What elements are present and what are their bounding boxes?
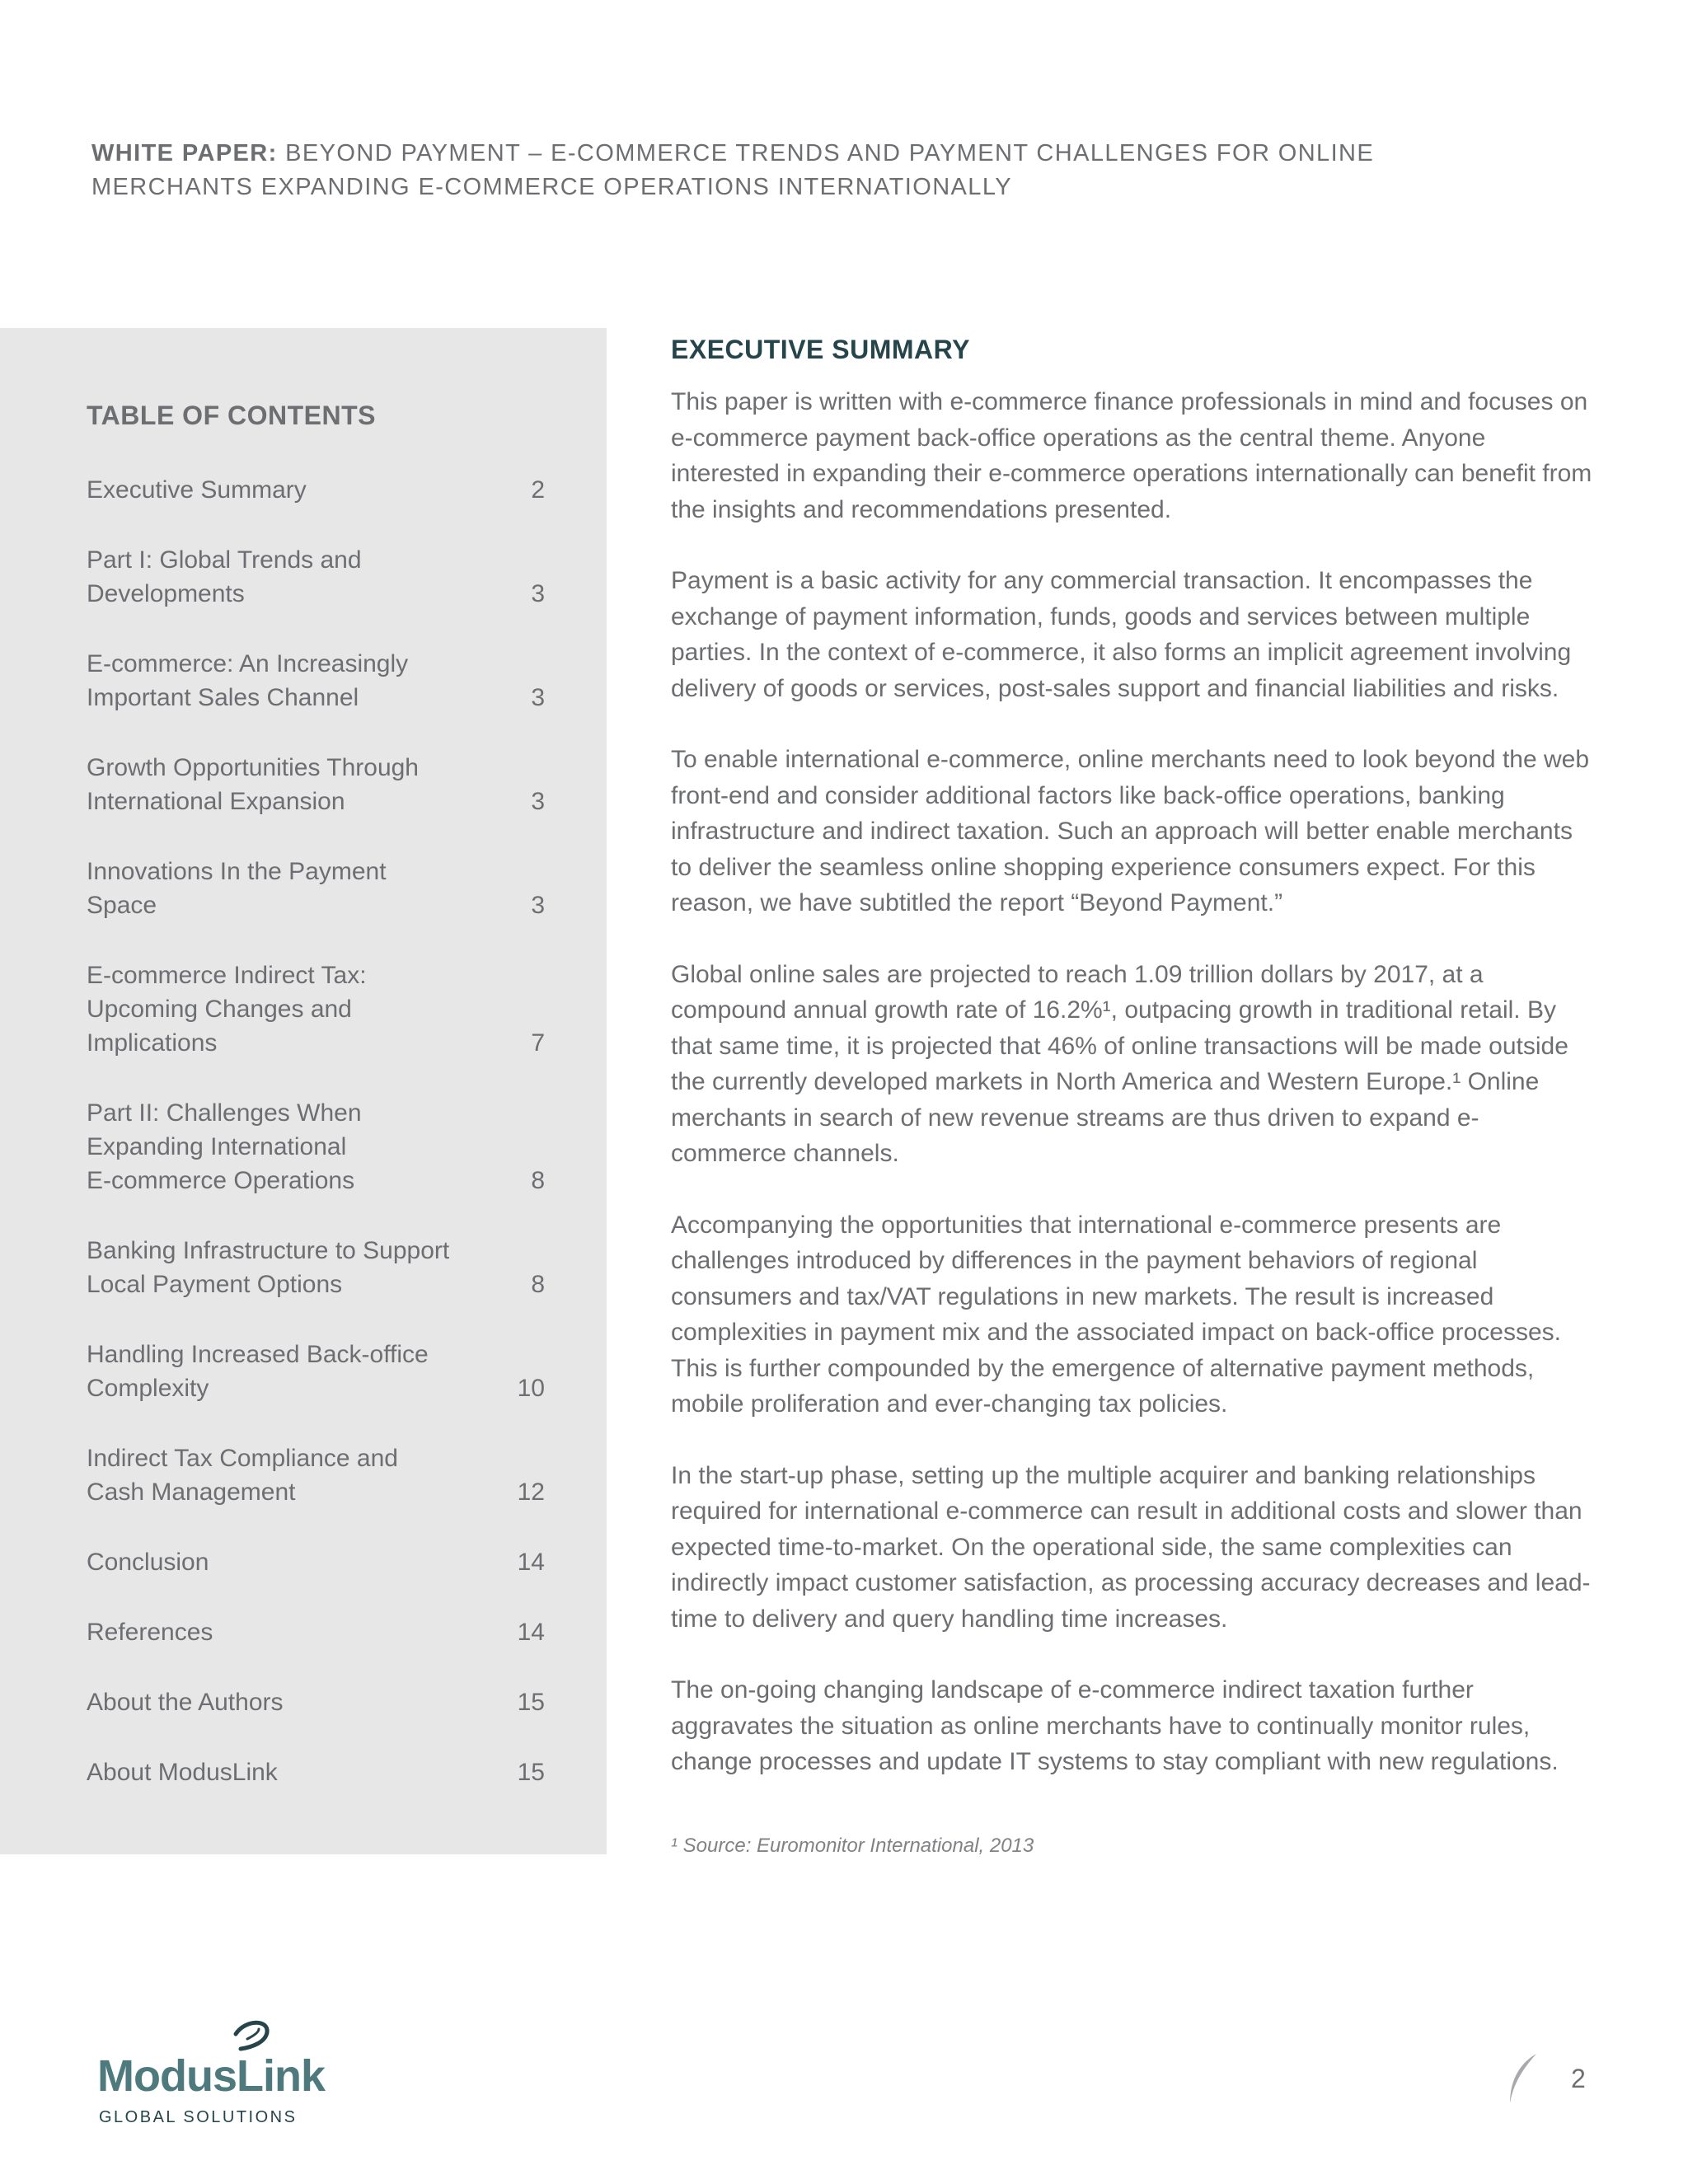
toc-entry-page: 7 <box>531 1029 545 1057</box>
toc-entry-page: 15 <box>517 1759 545 1786</box>
logo-wordmark: ModusLink <box>97 2051 325 2101</box>
page-swoosh-icon <box>1500 2050 1541 2108</box>
toc-title: TABLE OF CONTENTS <box>87 401 376 430</box>
toc-entry-page: 2 <box>531 476 545 504</box>
moduslink-logo <box>97 2018 345 2125</box>
toc-entry[interactable] <box>87 1545 545 1579</box>
toc-entry-label: Executive Summary <box>87 476 307 504</box>
body-paragraph: The on-going changing landscape of e-commerce indirect taxation further aggravates the situation as online merchants have to continually monitor rules, change processes and update IT systems to stay compliant with new regulations. <box>671 1676 1559 1775</box>
body-paragraph: To enable international e-commerce, online merchants need to look beyond the web front-end and consider additional factors like back-office operations, banking infrastructure and indirect taxation. Such an approach will better enable merchants to deliver the seamless online shopping experience consumers expect. For this reason, we have subtitled the report “Beyond Payment.” <box>671 746 1590 916</box>
toc-entry-page: 15 <box>517 1689 545 1716</box>
toc-entry-label: Part I: Global Trends and Developments <box>87 546 362 607</box>
body-paragraph: Global online sales are projected to reach 1.09 trillion dollars by 2017, at a compound annual growth rate of 16.2%¹, outpacing growth in traditional retail. By that same time, it is projected that 46% of online transactions will be made outside the currently developed markets in North America and Western Europe.¹ Online merchants in search of new revenue streams are thus driven to expand e-commerce channels. <box>671 960 1568 1167</box>
toc-entry-label: Part II: Challenges When Expanding International E-commerce Operations <box>87 1099 362 1194</box>
toc-entry-page: 12 <box>517 1479 545 1506</box>
toc-entry-label: Indirect Tax Compliance and Cash Management <box>87 1445 398 1506</box>
toc-entry[interactable] <box>87 1234 545 1301</box>
toc-entry[interactable] <box>87 1096 545 1197</box>
logo-subtitle: GLOBAL SOLUTIONS <box>99 2108 298 2126</box>
body-paragraph: Accompanying the opportunities that international e-commerce presents are challenges introduced by differences in the payment behaviors of regional consumers and tax/VAT regulations in new markets. The result is increased complexities in payment mix and the associated impact on back-office processes. This is further compounded by the emergence of alternative payment methods, mobile proliferation and ever-changing tax policies. <box>671 1211 1561 1418</box>
body-paragraph: Payment is a basic activity for any commercial transaction. It encompasses the exchange of payment information, funds, goods and services between multiple parties. In the context of e-commerce, it also forms an implicit agreement involving delivery of goods or services, post-sales support and financial liabilities and risks. <box>671 567 1572 702</box>
footnote: ¹ Source: Euromonitor International, 2013 <box>671 1835 1034 1857</box>
toc-entry-page: 14 <box>517 1549 545 1576</box>
toc-entry-label: Banking Infrastructure to Support Local Payment Options <box>87 1237 450 1298</box>
toc-entry[interactable] <box>87 1685 545 1719</box>
toc-entry-page: 3 <box>531 788 545 815</box>
toc-list <box>87 473 545 1825</box>
table-of-contents-panel <box>0 328 607 1854</box>
toc-entry-label: Conclusion <box>87 1549 209 1576</box>
toc-entry[interactable] <box>87 855 545 922</box>
body-paragraph: This paper is written with e-commerce finance professionals in mind and focuses on e-commerce payment back-office operations as the central theme. Anyone interested in expanding their e-commerce operations internationally can benefit from the insights and recommendations presented. <box>671 388 1592 523</box>
toc-entry[interactable] <box>87 1755 545 1789</box>
toc-entry-label: Growth Opportunities Through International Expansion <box>87 754 419 815</box>
toc-entry[interactable] <box>87 543 545 611</box>
toc-entry-label: Handling Increased Back-office Complexity <box>87 1341 429 1402</box>
toc-entry-page: 14 <box>517 1619 545 1646</box>
toc-entry-page: 3 <box>531 684 545 711</box>
page-number: 2 <box>1571 2064 1586 2093</box>
toc-entry-page: 8 <box>531 1271 545 1298</box>
toc-entry[interactable] <box>87 1441 545 1509</box>
document-header <box>91 137 1493 204</box>
toc-entry-label: References <box>87 1619 213 1646</box>
toc-entry-label: E-commerce: An Increasingly Important Sales Channel <box>87 650 409 711</box>
header-title: BEYOND PAYMENT – E-COMMERCE TRENDS AND PAYMENT CHALLENGES FOR ONLINE MERCHANTS EXPANDING E-COMMERCE OPERATIONS INTERNATIONALLY <box>91 140 1375 200</box>
toc-entry-label: About ModusLink <box>87 1759 278 1786</box>
executive-summary-section <box>671 328 1594 1816</box>
toc-entry-page: 8 <box>531 1167 545 1194</box>
section-heading: EXECUTIVE SUMMARY <box>671 335 970 364</box>
body-paragraph: In the start-up phase, setting up the multiple acquirer and banking relationships required for international e-commerce can result in additional costs and slower than expected time-to-market. On the operational side, the same complexities can indirectly impact customer satisfaction, as processing accuracy decreases and lead-time to delivery and query handling time increases. <box>671 1461 1591 1633</box>
toc-entry[interactable] <box>87 1338 545 1405</box>
toc-entry[interactable] <box>87 1615 545 1649</box>
toc-entry-page: 3 <box>531 892 545 919</box>
toc-entry[interactable] <box>87 751 545 818</box>
toc-entry[interactable] <box>87 647 545 715</box>
toc-entry-label: About the Authors <box>87 1689 284 1716</box>
toc-entry-label: E-commerce Indirect Tax: Upcoming Changes and Implications <box>87 962 367 1057</box>
toc-entry[interactable] <box>87 958 545 1060</box>
toc-entry-page: 10 <box>517 1375 545 1402</box>
header-prefix: WHITE PAPER: <box>91 140 278 166</box>
toc-entry[interactable] <box>87 473 545 507</box>
toc-entry-page: 3 <box>531 580 545 607</box>
toc-entry-label: Innovations In the Payment Space <box>87 858 387 919</box>
